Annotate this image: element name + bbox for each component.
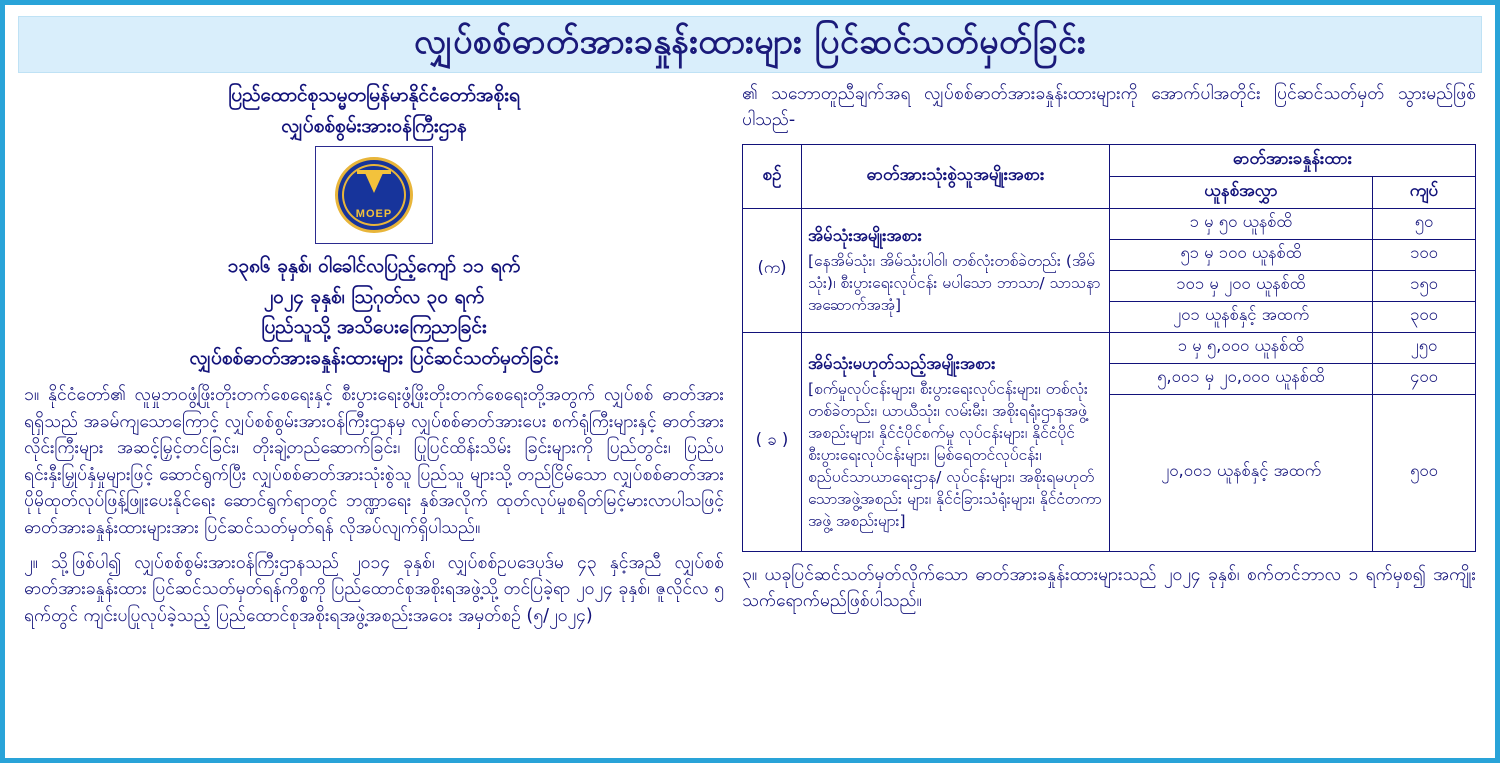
- date-line-myanmar: ၁၃၈၆ ခုနှစ်၊ ဝါခေါင်လပြည့်ကျော် ၁၁ ရက်: [227, 255, 521, 278]
- kyat-value: ၅၀၀: [1373, 394, 1476, 551]
- header-unit-band: ယူနစ်အလွှာ: [1110, 176, 1373, 208]
- header-category: ဓာတ်အားသုံးစွဲသူအမျိုးအစား: [802, 144, 1110, 208]
- date-line-gregorian: ၂၀၂၄ ခုနှစ်၊ သြဂုတ်လ ၃၀ ရက်: [263, 285, 485, 308]
- table-row: [743, 332, 1476, 363]
- gov-line-1: ပြည်ထောင်စုသမ္မတမြန်မာနိုင်ငံတော်အစိုးရ: [228, 84, 520, 107]
- subject-line: လျှပ်စစ်ဓာတ်အားခနှုန်းထားများ ပြင်ဆင်သတ်မှတ်ခြင်း: [189, 346, 559, 369]
- table-header-row-1: [743, 144, 1476, 176]
- effective-date-note: ၃။ ယခုပြင်ဆင်သတ်မှတ်လိုက်သော ဓာတ်အားခနှုန်းထားများသည် ၂၀၂၄ ခုနှစ်၊ စက်တင်ဘာလ ၁ ရက်မှစ၍ အကျိုးသက်ရောက်မည်ဖြစ်ပါသည်။: [742, 564, 1476, 611]
- right-column: [742, 81, 1476, 745]
- header-no: စဉ်: [743, 144, 802, 208]
- unit-band: ၂၀,၀၀၁ ယူနစ်နှင့် အထက်: [1110, 394, 1373, 551]
- seal-label: MOEP: [355, 208, 393, 221]
- category-title-b: အိမ်သုံးမဟုတ်သည့်အမျိုးအစား: [808, 353, 996, 373]
- unit-band: ၂၀၁ ယူနစ်နှင့် အထက်: [1110, 301, 1373, 332]
- kyat-value: ၁၀၀: [1373, 239, 1476, 270]
- row-category-a: [802, 208, 1110, 332]
- government-heading: [24, 81, 724, 140]
- header-kyat: ကျပ်: [1373, 176, 1476, 208]
- table-body: [743, 208, 1476, 551]
- page-title: လျှပ်စစ်ဓာတ်အားခနှုန်းထားများ ပြင်ဆင်သတ်မှတ်ခြင်း: [414, 22, 1086, 62]
- kyat-value: ၃၀၀: [1373, 301, 1476, 332]
- kyat-value: ၅၀: [1373, 208, 1476, 239]
- seal-bolt-icon: [365, 173, 383, 193]
- unit-band: ၁ မှ ၅,၀၀၀ ယူနစ်ထိ: [1110, 332, 1373, 363]
- announcement-line: ပြည်သူသို့ အသိပေးကြေညာခြင်း: [261, 316, 487, 339]
- paragraph-2: ၂။ သို့ဖြစ်ပါ၍ လျှပ်စစ်စွမ်းအားဝန်ကြီးဌာနသည် ၂၀၁၄ ခုနှစ်၊ လျှပ်စစ်ဥပဒေပုဒ်မ ၄၃ နှင့်အညီ လျှပ်စစ် ဓာတ်အားခနှုန်းထား ပြင်ဆင်သတ်မှတ်ရန်ကိစ္စကို ပြည်ထောင်စုအစိုးရအဖွဲ့သို့ တင်ပြခဲ့ရာ ၂၀၂၄ ခုနှစ်၊ ဇူလိုင်လ ၅ ရက်တွင် ကျင်းပပြုလုပ်ခဲ့သည့် ပြည်ထောင်စုအစိုးရအဖွဲ့အစည်းအဝေး အမှတ်စဉ် (၅/၂၀၂၄): [24, 552, 724, 626]
- kyat-value: ၂၅၀: [1373, 332, 1476, 363]
- gov-line-2: လျှပ်စစ်စွမ်းအားဝန်ကြီးဌာန: [281, 114, 467, 137]
- body-columns: [10, 73, 1490, 745]
- table-row: [743, 208, 1476, 239]
- header-rate-group: ဓာတ်အားခနှုန်းထား: [1110, 144, 1476, 176]
- row-no-b: ( ခ ): [743, 332, 802, 551]
- date-and-subject-block: [24, 252, 724, 372]
- logo-frame: [315, 146, 433, 244]
- unit-band: ၁၀၁ မှ ၂၀၀ ယူနစ်ထိ: [1110, 270, 1373, 301]
- unit-band: ၅,၀၀၁ မှ ၂၀,၀၀၀ ယူနစ်ထိ: [1110, 363, 1373, 394]
- kyat-value: ၁၅၀: [1373, 270, 1476, 301]
- intro-text: ၏ သဘောတူညီချက်အရ လျှပ်စစ်ဓာတ်အားခနှုန်းထားများကို အောက်ပါအတိုင်း ပြင်ဆင်သတ်မှတ် သွားမည်ဖြစ်ပါသည်-: [742, 84, 1476, 131]
- left-column: [24, 81, 724, 745]
- paragraph-1: ၁။ နိုင်ငံတော်၏ လူမှုဘဝဖွံ့ဖြိုးတိုးတက်စေရေးနှင့် စီးပွားရေးဖွံ့ဖြိုးတိုးတက်စေရေးတို့အတွက် လျှပ်စစ် ဓာတ်အားရရှိသည် အခမ်ကျသောကြောင့် လျှပ်စစ်စွမ်းအားဝန်ကြီးဌာနမှ လျှပ်စစ်ဓာတ်အားပေး စက်ရုံကြီးများနှင့် ဓာတ်အားလိုင်းကြီးများ အဆင့်မြှင့်တင်ခြင်း၊ တိုးချဲ့တည်ဆောက်ခြင်း၊ ပြုပြင်ထိန်းသိမ်း ခြင်းများကို ပြည်တွင်း၊ ပြည်ပရင်းနှီးမြှုပ်နှံမှုများဖြင့် ဆောင်ရွက်ပြီး လျှပ်စစ်ဓာတ်အားသုံးစွဲသူ ပြည်သူ များသို့ တည်ငြိမ်သော လျှပ်စစ်ဓာတ်အား ပိုမိုထုတ်လုပ်ဖြန့်ဖြူးပေးနိုင်ရေး ဆောင်ရွက်ရာတွင် ဘဏ္ဍာရေး နှစ်အလိုက် ထုတ်လုပ်မှုစရိတ်မြင့်မားလာပါသဖြင့် ဓာတ်အားခနှုန်းထားများအား ပြင်ဆင်သတ်မှတ်ရန် လိုအပ်လျက်ရှိပါသည်။: [24, 385, 724, 539]
- page-inner: [10, 10, 1490, 753]
- table-head: [743, 144, 1476, 208]
- row-no-a: (က): [743, 208, 802, 332]
- row-category-b: [802, 332, 1110, 551]
- category-title-a: အိမ်သုံးအမျိုးအစား: [808, 226, 922, 246]
- moep-seal-icon: [335, 157, 413, 233]
- unit-band: ၅၁ မှ ၁၀၀ ယူနစ်ထိ: [1110, 239, 1373, 270]
- unit-band: ၁ မှ ၅၀ ယူနစ်ထိ: [1110, 208, 1373, 239]
- kyat-value: ၄၀၀: [1373, 363, 1476, 394]
- category-sub-b: [စက်မှုလုပ်ငန်းများ၊ စီးပွားရေးလုပ်ငန်းများ၊ တစ်လုံးတစ်ခဲတည်း၊ ယာယီသုံး၊ လမ်းမီး၊ အစိုးရရုံးဌာနအဖွဲ့အစည်းများ၊ နိုင်ငံပိုင်စက်မှု လုပ်ငန်းများ၊ နိုင်ငံပိုင်စီးပွားရေးလုပ်ငန်းများ၊ မြစ်ရေတင်လုပ်ငန်း၊ စည်ပင်သာယာရေးဌာန/ လုပ်ငန်းများ၊ အစိုးရမဟုတ်သောအဖွဲ့အစည်း များ၊ နိုင်ငံခြားသံရုံးများ၊ နိုင်ငံတကာအဖွဲ့ အစည်းများ]: [808, 379, 1102, 530]
- category-sub-a: [နေအိမ်သုံး၊ အိမ်သုံးပါဝါ၊ တစ်လုံးတစ်ခဲတည်း (အိမ်သုံး)၊ စီးပွားရေးလုပ်ငန်း မပါသော ဘာသာ/ သာသနာအဆောက်အအုံ]: [808, 252, 1101, 315]
- page-title-banner: [18, 16, 1482, 73]
- electricity-rate-table: [742, 144, 1476, 552]
- logo-container: [24, 146, 724, 244]
